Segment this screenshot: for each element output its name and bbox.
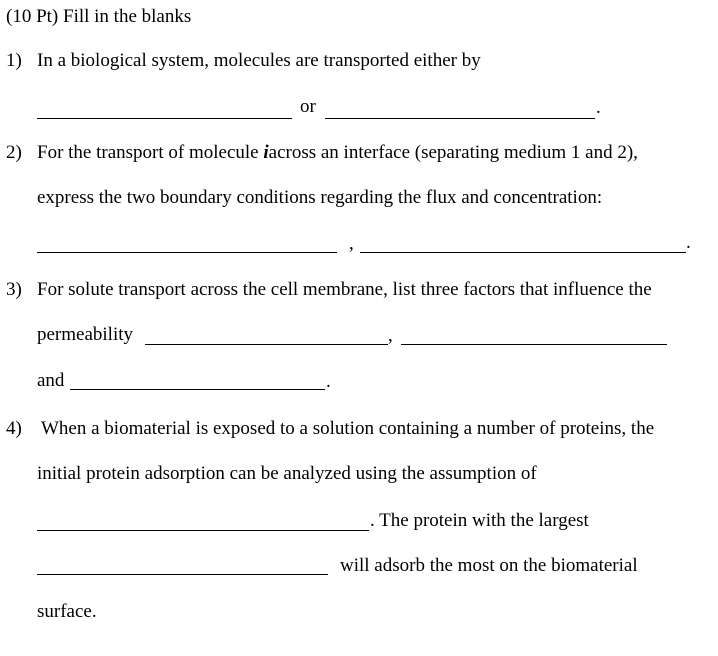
q3-line2: permeability	[37, 324, 134, 345]
q3-blank-2[interactable]	[401, 344, 667, 345]
q3-blank-1[interactable]	[145, 344, 388, 345]
q3-blank-3[interactable]	[70, 389, 325, 390]
q1-blank-1[interactable]	[37, 118, 292, 119]
q1-end: .	[596, 97, 601, 118]
q4-line2: initial protein adsorption can be analyzed using the assumption of	[37, 463, 537, 484]
q4-blank-1[interactable]	[37, 530, 369, 531]
q2-text-b: across an interface (separating medium 1 and 2),	[268, 142, 638, 163]
q4-line3-tail: . The protein with the largest	[370, 510, 589, 531]
q2-end: .	[686, 232, 691, 253]
q4-line5: surface.	[37, 601, 97, 622]
q2-blank-1[interactable]	[37, 252, 337, 253]
q1-connector: or	[300, 96, 316, 117]
q2-blank-2[interactable]	[360, 252, 686, 253]
q1-text: In a biological system, molecules are transported either by	[37, 50, 481, 71]
question-header: (10 Pt) Fill in the blanks	[6, 6, 192, 27]
q3-line3: and	[37, 370, 65, 391]
q1-number: 1)	[6, 50, 22, 71]
q4-number: 4)	[6, 418, 22, 439]
q2-number: 2)	[6, 142, 22, 163]
q4-line4-tail: will adsorb the most on the biomaterial	[340, 555, 638, 576]
q4-text: When a biomaterial is exposed to a solution containing a number of proteins, the	[41, 418, 655, 439]
q2-variable: i	[263, 142, 269, 163]
q1-blank-2[interactable]	[325, 118, 595, 119]
q2-line2: express the two boundary conditions regarding the flux and concentration:	[37, 187, 603, 208]
q3-end: .	[326, 371, 331, 392]
q2-sep: ,	[349, 233, 354, 254]
q3-text: For solute transport across the cell membrane, list three factors that influence the	[37, 279, 652, 300]
q2-text-a: For the transport of molecule	[37, 142, 259, 163]
q4-blank-2[interactable]	[37, 574, 328, 575]
q3-number: 3)	[6, 279, 22, 300]
q3-sep: ,	[388, 325, 393, 346]
